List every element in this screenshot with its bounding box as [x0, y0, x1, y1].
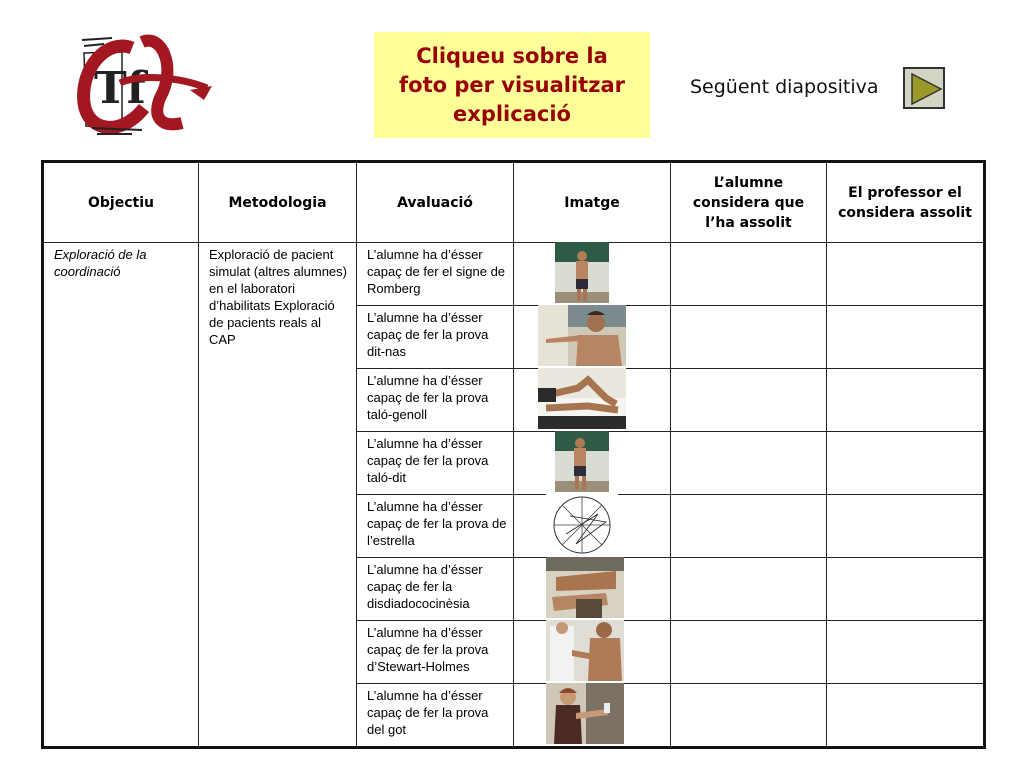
header-avaluacio: Avaluació: [357, 162, 514, 243]
image-cell: [514, 684, 671, 748]
faculty-logo: [72, 28, 222, 138]
photo-talo-dit-thumbnail[interactable]: [555, 431, 609, 492]
alumne-check-cell[interactable]: [671, 243, 827, 306]
photo-got-thumbnail[interactable]: [546, 683, 624, 744]
next-slide-button[interactable]: [903, 67, 945, 109]
info-text: Cliqueu sobre la foto per visualitzar explicació: [399, 43, 625, 126]
header-imatge: Imatge: [514, 162, 671, 243]
image-cell: [514, 369, 671, 432]
professor-check-cell[interactable]: [827, 369, 985, 432]
professor-check-cell[interactable]: [827, 432, 985, 495]
image-cell: [514, 432, 671, 495]
image-cell: [514, 243, 671, 306]
professor-check-cell[interactable]: [827, 495, 985, 558]
photo-romberg-thumbnail[interactable]: [555, 242, 609, 303]
photo-stewart-holmes-thumbnail[interactable]: [546, 620, 624, 681]
image-cell: [514, 306, 671, 369]
professor-check-cell[interactable]: [827, 684, 985, 748]
next-slide-label[interactable]: Següent diapositiva: [690, 76, 879, 98]
alumne-check-cell[interactable]: [671, 558, 827, 621]
photo-dit-nas-thumbnail[interactable]: [538, 305, 626, 366]
professor-check-cell[interactable]: [827, 306, 985, 369]
image-cell: [514, 558, 671, 621]
professor-check-cell[interactable]: [827, 558, 985, 621]
avaluacio-cell: L’alumne ha d’ésser capaç de fer la prova taló-dit: [357, 432, 514, 495]
avaluacio-cell: L’alumne ha d’ésser capaç de fer la prova taló-genoll: [357, 369, 514, 432]
photo-estrella-thumbnail[interactable]: [546, 494, 618, 555]
header-objectiu: Objectiu: [43, 162, 199, 243]
photo-disdiadococinesia-thumbnail[interactable]: [546, 557, 624, 618]
play-arrow-icon: [909, 72, 943, 106]
professor-check-cell[interactable]: [827, 243, 985, 306]
professor-check-cell[interactable]: [827, 621, 985, 684]
avaluacio-cell: L’alumne ha d’ésser capaç de fer la disdiadococinèsia: [357, 558, 514, 621]
avaluacio-cell: L’alumne ha d’ésser capaç de fer la prova d’Stewart-Holmes: [357, 621, 514, 684]
alumne-check-cell[interactable]: [671, 495, 827, 558]
avaluacio-cell: L’alumne ha d’ésser capaç de fer la prova del got: [357, 684, 514, 748]
alumne-check-cell[interactable]: [671, 684, 827, 748]
metodologia-cell: Exploració de pacient simulat (altres alumnes) en el laboratori d’habilitats Exploració de pacients reals al CAP: [199, 243, 357, 748]
header-alumne: L’alumne considera que l’ha assolit: [671, 162, 827, 243]
photo-talo-genoll-thumbnail[interactable]: [538, 368, 626, 429]
alumne-check-cell[interactable]: [671, 432, 827, 495]
alumne-check-cell[interactable]: [671, 621, 827, 684]
objectiu-cell: Exploració de la coordinació: [43, 243, 199, 748]
avaluacio-cell: L’alumne ha d’ésser capaç de fer la prova de l’estrella: [357, 495, 514, 558]
image-cell: [514, 495, 671, 558]
image-cell: [514, 621, 671, 684]
avaluacio-cell: L’alumne ha d’ésser capaç de fer la prova dit-nas: [357, 306, 514, 369]
header-professor: El professor el considera assolit: [827, 162, 985, 243]
alumne-check-cell[interactable]: [671, 306, 827, 369]
alumne-check-cell[interactable]: [671, 369, 827, 432]
table-row: [43, 243, 985, 306]
header-metodologia: Metodologia: [199, 162, 357, 243]
evaluation-table: [41, 160, 986, 749]
svg-text:Tf: Tf: [94, 63, 146, 114]
table-header-row: [43, 162, 985, 243]
info-box: [374, 32, 650, 138]
avaluacio-cell: L’alumne ha d’ésser capaç de fer el signe de Romberg: [357, 243, 514, 306]
